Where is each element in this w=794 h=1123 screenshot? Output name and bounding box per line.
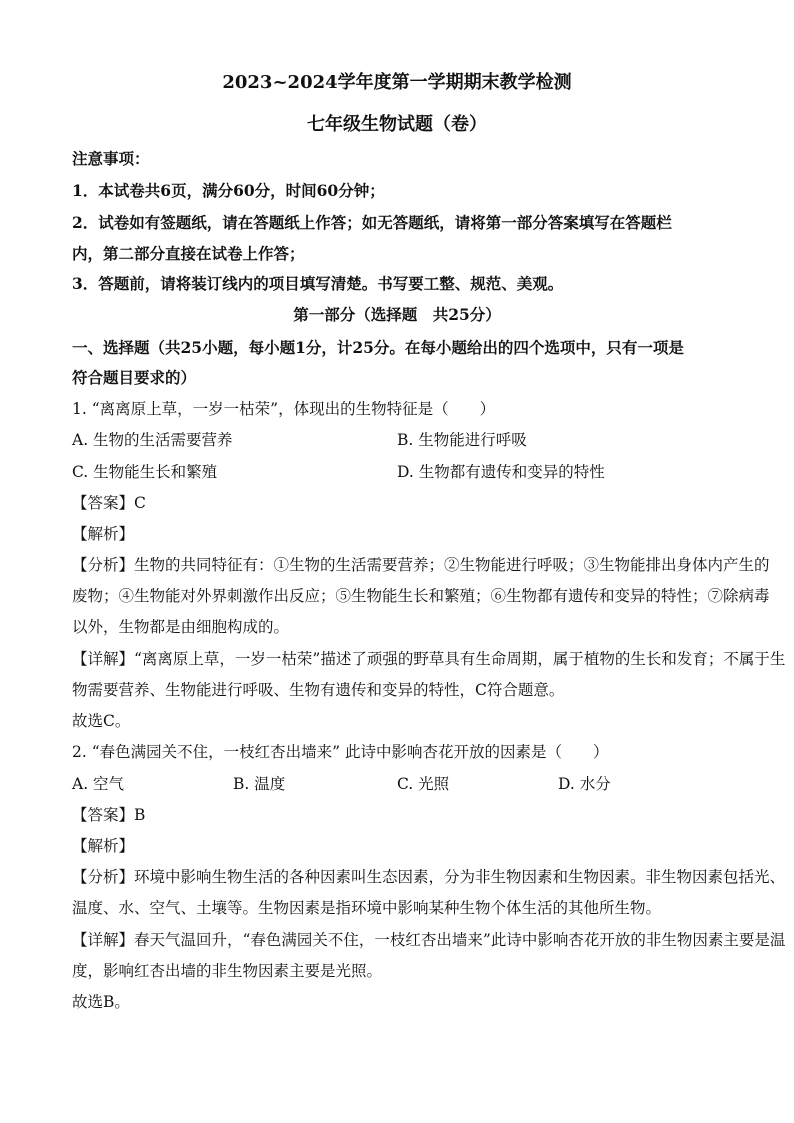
question-2-conclusion: 故选B。 xyxy=(72,993,130,1011)
question-2-option-c: C. 光照 xyxy=(397,775,450,793)
notice-item-2: 2．试卷如有签题纸，请在答题纸上作答；如无答题纸，请将第一部分答案填写在答题栏 xyxy=(72,213,672,232)
question-1-option-b: B. 生物能进行呼吸 xyxy=(397,431,527,449)
question-1-analysis-label: 【解析】 xyxy=(72,525,135,543)
notice-item-2-cont: 内，第二部分直接在试卷上作答； xyxy=(72,244,305,263)
question-1-detail-line-1: 【详解】“离离原上草，一岁一枯荣”描述了顽强的野草具有生命周期，属于植物的生长和发育；不属于生 xyxy=(72,650,786,668)
question-2-option-b: B. 温度 xyxy=(233,775,286,793)
notice-heading: 注意事项： xyxy=(72,149,150,168)
notice-item-3: 3．答题前，请将装订线内的项目填写清楚。书写要工整、规范、美观。 xyxy=(72,274,564,293)
question-2-detail-line-1: 【详解】春天气温回升，“春色满园关不住，一枝红杏出墙来”此诗中影响杏花开放的非生物因素主要是温 xyxy=(72,931,786,949)
question-2-answer: 【答案】B xyxy=(72,806,146,824)
question-1-stem: 1. “离离原上草，一岁一枯荣”，体现出的生物特征是（ ） xyxy=(72,400,496,418)
question-1-fenxi-line-1: 【分析】生物的共同特征有：①生物的生活需要营养；②生物能进行呼吸；③生物能排出身体内产生的 xyxy=(72,556,770,574)
question-2-stem: 2. “春色满园关不住，一枝红杏出墙来” 此诗中影响杏花开放的因素是（ ） xyxy=(72,743,609,761)
question-2-option-a: A. 空气 xyxy=(72,775,125,793)
question-1-fenxi-line-2: 废物；④生物能对外界刺激作出反应；⑤生物能生长和繁殖；⑥生物都有遗传和变异的特性；⑦除病毒 xyxy=(72,587,770,605)
exam-subtitle: 七年级生物试题（卷） xyxy=(307,114,487,135)
question-2-option-d: D. 水分 xyxy=(558,775,611,793)
question-2-fenxi-line-1: 【分析】环境中影响生物生活的各种因素叫生态因素，分为非生物因素和生物因素。非生物因素包括光、 xyxy=(72,868,786,886)
question-1-option-a: A. 生物的生活需要营养 xyxy=(72,431,233,449)
section-instructions: 一、选择题（共25小题，每小题1分，计25分。在每小题给出的四个选项中，只有一项是 xyxy=(72,338,684,357)
section-instructions-cont: 符合题目要求的） xyxy=(72,368,197,387)
question-1-answer: 【答案】C xyxy=(72,494,146,512)
question-2-detail-line-2: 度，影响红杏出墙的非生物因素主要是光照。 xyxy=(72,962,383,980)
exam-title: 2023~2024学年度第一学期期末教学检测 xyxy=(222,72,572,93)
question-2-analysis-label: 【解析】 xyxy=(72,837,135,855)
question-1-option-d: D. 生物都有遗传和变异的特性 xyxy=(397,463,605,481)
question-1-option-c: C. 生物能生长和繁殖 xyxy=(72,463,218,481)
question-1-fenxi-line-3: 以外，生物都是由细胞构成的。 xyxy=(72,618,290,636)
section-title: 第一部分（选择题 共25分） xyxy=(293,305,501,324)
question-2-fenxi-line-2: 温度、水、空气、土壤等。生物因素是指环境中影响某种生物个体生活的其他所生物。 xyxy=(72,899,662,917)
notice-item-1: 1．本试卷共6页，满分60分，时间60分钟； xyxy=(72,181,385,200)
question-1-detail-line-2: 物需要营养、生物能进行呼吸、生物有遗传和变异的特性，C符合题意。 xyxy=(72,681,565,699)
question-1-conclusion: 故选C。 xyxy=(72,712,131,730)
